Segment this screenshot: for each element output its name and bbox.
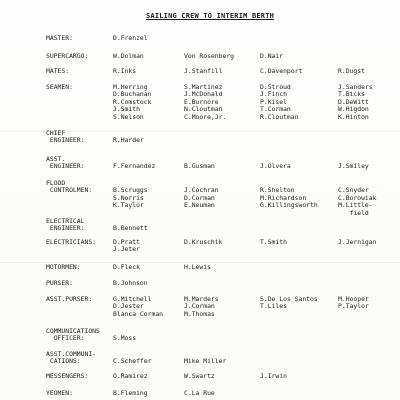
- crew-name: D.Frenzel: [113, 34, 148, 42]
- role-label: [46, 239, 96, 246]
- crew-name-column: [184, 373, 215, 380]
- crew-name-column: [113, 53, 144, 60]
- crew-name: B.Fleming: [113, 389, 148, 397]
- crew-name: W.Higdon: [338, 105, 369, 114]
- role-label: [46, 264, 81, 271]
- crew-name: S.Nelson: [113, 112, 144, 121]
- role-label-line: ELECTRICIANS:: [46, 238, 97, 246]
- crew-name-column: [184, 296, 219, 318]
- crew-name: P.Taylor: [338, 302, 369, 311]
- crew-name: H.Lewis: [184, 263, 211, 271]
- role-label-line: MESSENGERS:: [46, 372, 89, 380]
- role-label: [46, 35, 73, 42]
- crew-name-column: [113, 218, 148, 233]
- crew-name: Mike Miller: [184, 357, 227, 366]
- crew-name-column: [184, 84, 226, 121]
- crew-name: B.Bennett: [113, 224, 148, 233]
- crew-name: F.Fernandez: [113, 162, 156, 171]
- crew-name-column: [113, 84, 151, 121]
- crew-name-column: [338, 68, 365, 75]
- crew-name-column: [113, 328, 136, 343]
- crew-name: J.Cochran: [184, 186, 219, 195]
- crew-name-column: [338, 84, 373, 121]
- crew-name-column: [338, 180, 376, 217]
- role-label-line: ELECTRICAL: [46, 217, 85, 225]
- crew-name: J.Stanfill: [184, 67, 223, 75]
- crew-name: D.Pratt: [113, 238, 140, 246]
- role-label: [46, 218, 84, 233]
- crew-name-column: [113, 280, 148, 287]
- role-label: [46, 328, 100, 343]
- role-label: [46, 84, 73, 91]
- crew-name: J.Sanders: [338, 83, 373, 91]
- document-title: SAILING CREW TO INTERIM BERTH: [146, 12, 275, 20]
- crew-name-column: [113, 390, 148, 397]
- role-label: [46, 130, 84, 145]
- crew-name: J.Jernigan: [338, 238, 377, 246]
- crew-name: D.Corman: [184, 193, 215, 202]
- role-label-line: CONTROLMEN:: [46, 186, 93, 195]
- crew-name-column: [260, 180, 318, 210]
- crew-name: W.Swartz: [184, 372, 215, 380]
- role-label: [46, 53, 88, 60]
- crew-name: J.Finch: [260, 90, 287, 99]
- crew-name-column: [113, 351, 151, 366]
- role-label-line: ASST.: [46, 155, 66, 163]
- crew-name-column: [184, 156, 215, 171]
- crew-name: R.Dugst: [338, 67, 365, 75]
- crew-name-column: [113, 180, 148, 210]
- crew-name: J.Olvera: [260, 162, 291, 171]
- crew-name: J.Irwin: [260, 372, 287, 380]
- crew-name-column: [184, 351, 226, 366]
- role-label-line: MOTORMEN:: [46, 263, 81, 271]
- crew-name: E.Neuman: [184, 201, 215, 210]
- crew-name: E.Burnore: [184, 97, 219, 106]
- crew-name-column: [184, 239, 222, 246]
- role-label-line: FLOOD: [46, 179, 66, 187]
- role-label-line: SEAMEN:: [46, 83, 73, 91]
- crew-name: field: [338, 208, 369, 217]
- crew-name-column: [184, 53, 234, 60]
- role-label-line: CHIEF: [46, 129, 66, 137]
- role-label-line: ENGINEER:: [46, 136, 85, 145]
- crew-name: C.Moore,Jr.: [184, 112, 227, 121]
- crew-name: G.Mitchell: [113, 295, 152, 303]
- crew-name: K.Taylor: [113, 201, 144, 210]
- crew-name-column: [338, 239, 376, 246]
- role-label: [46, 351, 96, 366]
- crew-name: D.Kruschik: [184, 238, 223, 246]
- crew-name: R.Harder: [113, 136, 144, 145]
- crew-name: M.Hooper: [338, 295, 369, 303]
- crew-name: D.Stroud: [260, 83, 291, 91]
- crew-name-column: [184, 180, 219, 210]
- role-label-line: CATIONS:: [46, 357, 81, 366]
- crew-name: J.Corman: [184, 302, 215, 311]
- crew-name: C.Snyder: [338, 186, 369, 195]
- crew-name: M.Marders: [184, 295, 219, 303]
- crew-name-column: [260, 53, 283, 60]
- crew-name: Von Rosenberg: [184, 52, 235, 60]
- crew-name: R.Comstock: [113, 97, 152, 106]
- crew-name: C.Davenport: [260, 67, 303, 75]
- crew-name: B.Johnson: [113, 279, 148, 287]
- crew-name: M.Richardson: [260, 193, 307, 202]
- crew-name-column: [113, 296, 163, 318]
- crew-name: K.Hinton: [338, 112, 369, 121]
- crew-name-column: [260, 156, 291, 171]
- crew-name: D.Fleck: [113, 263, 140, 271]
- crew-name-column: [113, 264, 140, 271]
- crew-name: Blanca Corman: [113, 309, 164, 318]
- crew-name: S.Moss: [113, 334, 137, 343]
- crew-name: S.Norris: [113, 193, 144, 202]
- role-label: [46, 180, 92, 195]
- crew-name: C.Scheffer: [113, 357, 152, 366]
- crew-name: B.Gusman: [184, 162, 215, 171]
- crew-name-column: [260, 84, 298, 121]
- crew-name: C.La Rue: [184, 389, 215, 397]
- crew-name-column: [184, 390, 215, 397]
- crew-name-column: [260, 239, 287, 246]
- role-label-line: SUPERCARGO:: [46, 52, 89, 60]
- crew-name: J.Smiley: [338, 162, 369, 171]
- crew-name: S.Martinez: [184, 83, 223, 91]
- role-label-line: OFFICER:: [46, 334, 85, 343]
- crew-name: M.Herring: [113, 83, 148, 91]
- crew-name-column: [113, 35, 148, 42]
- crew-name-column: [184, 68, 222, 75]
- role-label-line: ASST.COMMUNI-: [46, 350, 97, 358]
- crew-name: T.Corman: [260, 105, 291, 114]
- crew-name: J.Smith: [113, 105, 140, 114]
- crew-name: M.Little-: [338, 201, 373, 210]
- crew-name: D.Nair: [260, 52, 284, 60]
- crew-name-column: [113, 239, 140, 254]
- crew-name: G.Killingsworth: [260, 201, 318, 210]
- crew-name-column: [260, 296, 318, 311]
- role-label-line: PURSER:: [46, 279, 73, 287]
- role-label-line: YEOMEN:: [46, 389, 73, 397]
- role-label-line: ASST.PURSER:: [46, 295, 93, 303]
- crew-name: T.Bicks: [338, 90, 365, 99]
- role-label-line: MATES:: [46, 67, 70, 75]
- crew-name: T.Liles: [260, 302, 287, 311]
- crew-name-column: [338, 156, 369, 171]
- crew-name-column: [113, 156, 155, 171]
- role-label: [46, 156, 84, 171]
- crew-name-column: [113, 373, 148, 380]
- crew-name: W.Dolman: [113, 52, 144, 60]
- crew-name: J.McDonald: [184, 90, 223, 99]
- crew-name: D.DeWitt: [338, 97, 369, 106]
- role-label: [46, 373, 88, 380]
- role-label: [46, 296, 92, 303]
- crew-name: R.Shelton: [260, 186, 295, 195]
- crew-name: O.Ramirez: [113, 372, 148, 380]
- crew-name: D.Buchanan: [113, 90, 152, 99]
- crew-name: C.Borowiak: [338, 193, 377, 202]
- crew-name-column: [113, 130, 144, 145]
- crew-name-column: [338, 296, 369, 311]
- crew-name-column: [260, 68, 302, 75]
- role-label: [46, 68, 69, 75]
- role-label-line: MASTER:: [46, 34, 73, 42]
- crew-name: T.Smith: [260, 238, 287, 246]
- crew-name: R.Inks: [113, 67, 137, 75]
- crew-name: M.Thomas: [184, 309, 215, 318]
- crew-name: N.Cloutman: [184, 105, 223, 114]
- crew-name-column: [113, 68, 136, 75]
- crew-name-column: [184, 264, 211, 271]
- role-label: [46, 390, 73, 397]
- role-label-line: COMMUNICATIONS: [46, 327, 100, 335]
- crew-name-column: [260, 373, 287, 380]
- role-label-line: ENGINEER:: [46, 162, 85, 171]
- crew-name: R.Cloutman: [260, 112, 299, 121]
- role-label-line: ENGINEER:: [46, 224, 85, 233]
- role-label: [46, 280, 73, 287]
- crew-name: P.Kisel: [260, 97, 287, 106]
- crew-name: D.Jester: [113, 302, 144, 311]
- crew-name: B.Scruggs: [113, 186, 148, 195]
- crew-name: J.Jeter: [113, 245, 140, 254]
- crew-name: S.De Los Santos: [260, 295, 318, 303]
